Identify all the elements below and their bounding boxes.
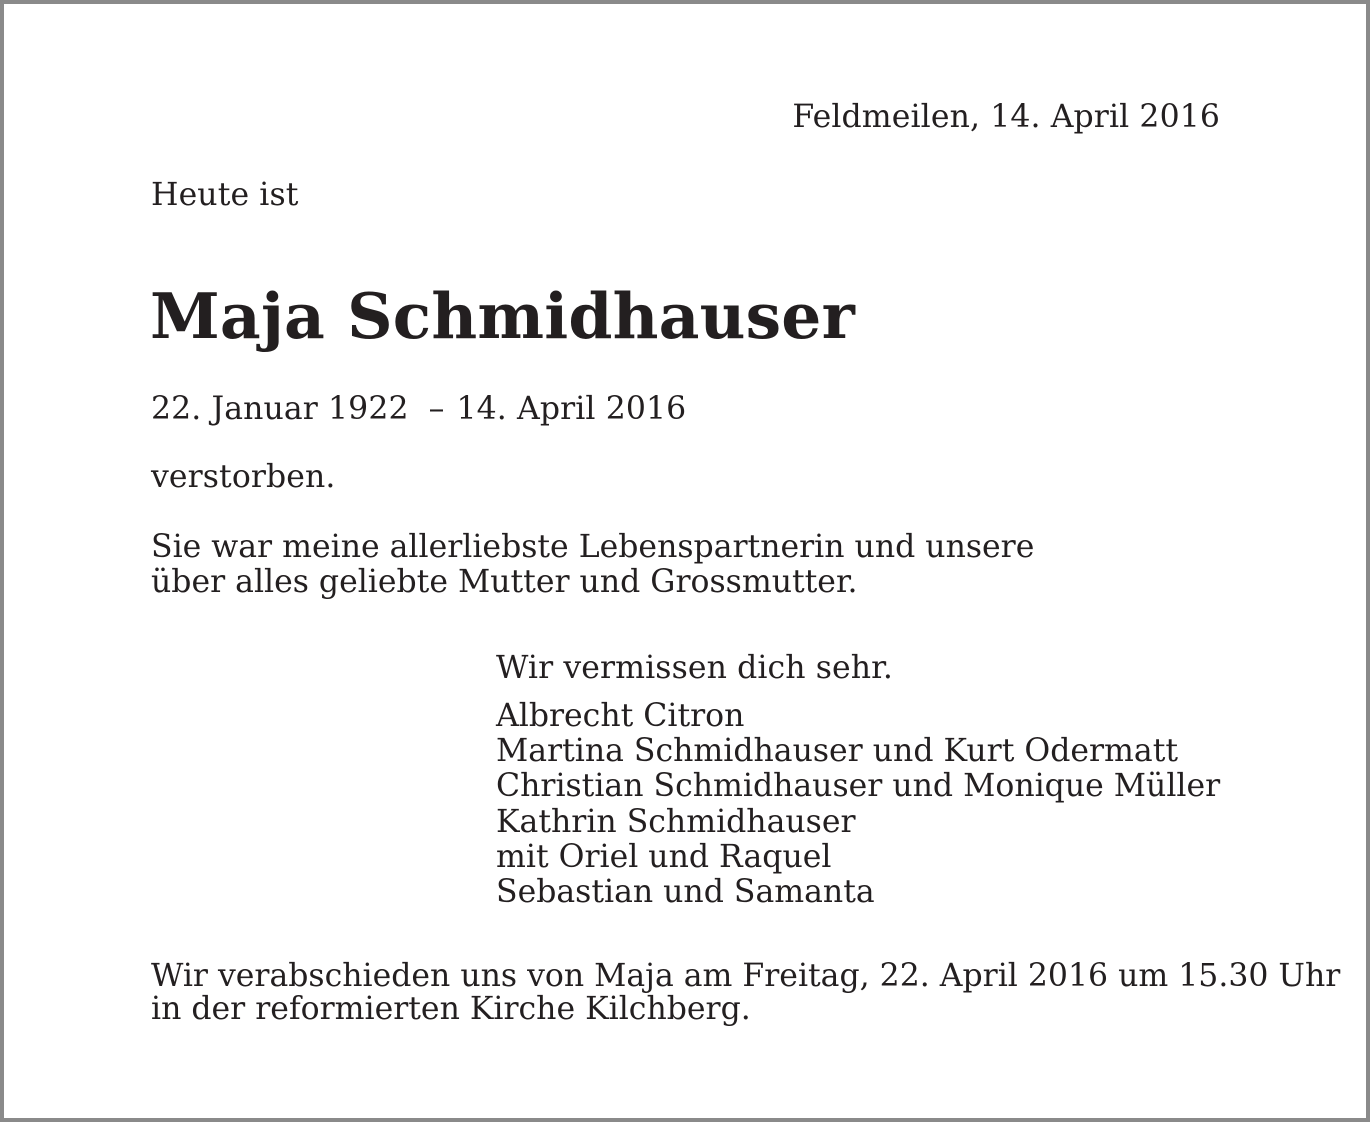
mourner-name: Kathrin Schmidhauser [496, 803, 856, 840]
farewell-paragraph [151, 960, 1340, 1026]
tribute-paragraph [151, 530, 1034, 600]
mourner-name: mit Oriel und Raquel [496, 838, 832, 875]
place-date: Feldmeilen, 14. April 2016 [792, 99, 1220, 135]
date-dash: – [428, 391, 445, 427]
life-dates [151, 391, 686, 427]
mourners-list [496, 699, 1220, 910]
mourner-name: Christian Schmidhauser und Monique Müller [496, 768, 1221, 805]
passed-text: verstorben. [151, 459, 336, 495]
tribute-line: über alles geliebte Mutter und Grossmutter. [151, 564, 858, 600]
mourner-name: Albrecht Citron [496, 698, 745, 734]
tribute-line: Sie war meine allerliebste Lebenspartnerin und unsere [151, 529, 1035, 565]
death-date: 14. April 2016 [456, 391, 687, 427]
farewell-line: Wir verabschieden uns von Maja am Freitag, 22. April 2016 um 15.30 Uhr [151, 958, 1341, 994]
farewell-line: in der reformierten Kirche Kilchberg. [151, 991, 751, 1027]
mourner-name: Sebastian und Samanta [496, 874, 875, 911]
miss-you-text: Wir vermissen dich sehr. [496, 650, 893, 686]
birth-date: 22. Januar 1922 [151, 391, 409, 427]
deceased-name: Maja Schmidhauser [150, 279, 855, 353]
intro-text: Heute ist [151, 177, 299, 213]
mourner-name: Martina Schmidhauser und Kurt Odermatt [496, 733, 1179, 770]
